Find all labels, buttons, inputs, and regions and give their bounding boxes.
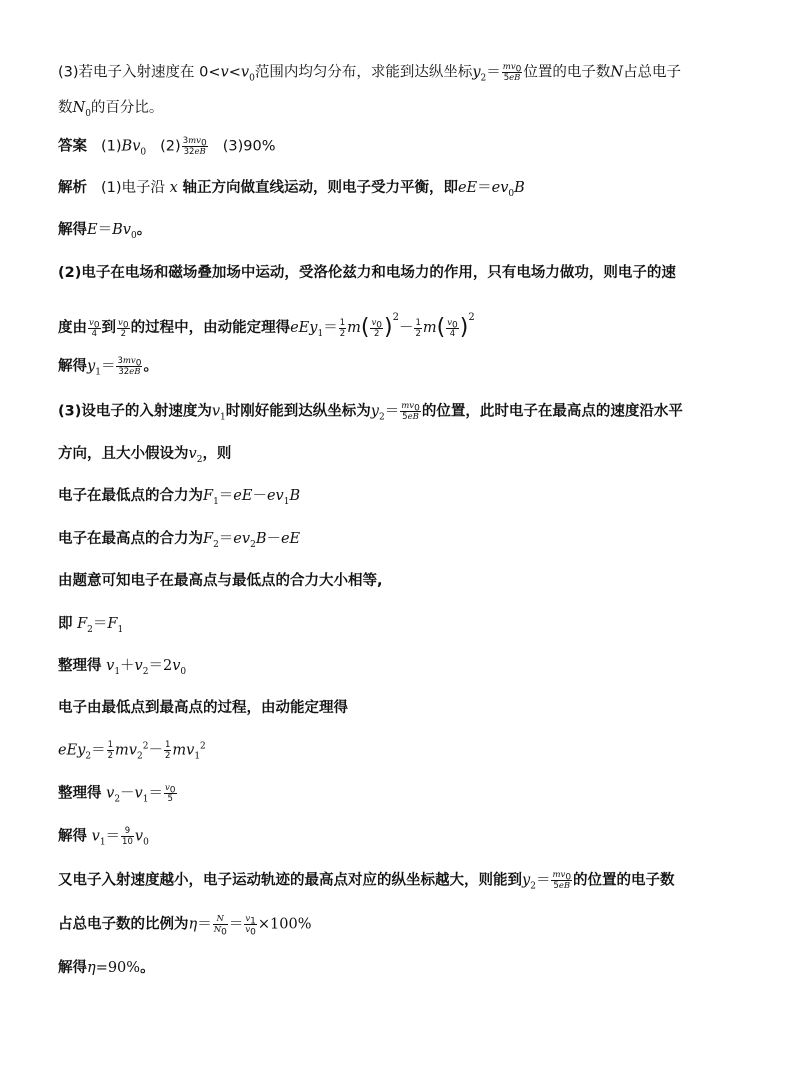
part2-line-1: (2)电子在电场和磁场叠加场中运动，受洛伦兹力和电场力的作用，只有电场力做功，则电子的速 [58, 265, 676, 281]
solution-line-3: 解得 $v_1=$ $\frac{9}{10}$ $v_0$ [58, 826, 149, 848]
conclusion-line-1: 又电子入射速度越小，电子运动轨迹的最高点对应的纵坐标越大，则能到$y_2=$ $\frac{mv_0}{5eB}$ 的位置的电子数 [58, 870, 675, 892]
ji-line: 即 $F_2=F_1$ [58, 616, 124, 635]
final-solution: 解得η=90%。 [58, 960, 155, 976]
equal-force-statement: 由题意可知电子在最高点与最低点的合力大小相等, [58, 573, 383, 589]
conclusion-line-2: 占总电子数的比例为η＝ $\frac{N}{N_0}$ ＝ $\frac{v_1}{v_0}$ ×100% [58, 914, 312, 938]
answer-line: 答案 $(1)Bv_0$ (2) $\frac{3mv_0}{32eB}$ (3)90% [58, 136, 276, 158]
part2-line-2: 度由 $\frac{v_0}{4}$ 到 $\frac{v_0}{2}$ 的过程中，由动能定理得eEy$_1$＝ $\frac{1}{2}$ m( $\frac{v_0}{2}$ )$^2$－ $\frac{1}{2}$ m( $\frac{v_0}{4}$ )$^2$ [58, 312, 475, 340]
lowest-point-force: 电子在最低点的合力为$F_1=eE-ev_1B$ [58, 488, 301, 507]
solution-line-1: 解得$E=Bv_0$。 [58, 222, 152, 241]
highest-point-force: 电子在最高点的合力为$F_2=ev_2B-eE$ [58, 531, 301, 550]
part3-line-2: 方向，且大小假设为$v_2$，则 [58, 446, 232, 465]
energy-equation: eEy$_2$＝ $\frac{1}{2}$ $mv_2^2-$ $\frac{1}{2}$ $mv_1^2$ [58, 740, 206, 762]
rearrange-line-2: 整理得 $v_2-v_1=$ $\frac{v_0}{5}$ [58, 783, 176, 805]
rearrange-line-1: 整理得 $v_1+v_2=2v_0$ [58, 658, 187, 677]
process-line: 电子由最低点到最高点的过程，由动能定理得 [58, 700, 348, 716]
solution-line-2: 解得$y_1=$ $\frac{3mv_0}{32eB}$ 。 [58, 356, 158, 378]
analysis-line-1: 解析 (1)电子沿 x 轴正方向做直线运动，则电子受力平衡，即$eE=ev_0B$ [58, 180, 525, 199]
part3-line-1: (3)设电子的入射速度为$v_1$时刚好能到达纵坐标为$y_2=$ $\frac{mv_0}{5eB}$ 的位置，此时电子在最高点的速度沿水平 [58, 401, 683, 423]
question-line-1: (3)若电子入射速度在 $0<v<v_0$范围内均匀分布，求能到达纵坐标$y_2=$ $\frac{mv_0}{5eB}$ 位置的电子数N占总电子 [58, 62, 682, 84]
question-line-2: 数$N_0$的百分比。 [58, 100, 164, 119]
